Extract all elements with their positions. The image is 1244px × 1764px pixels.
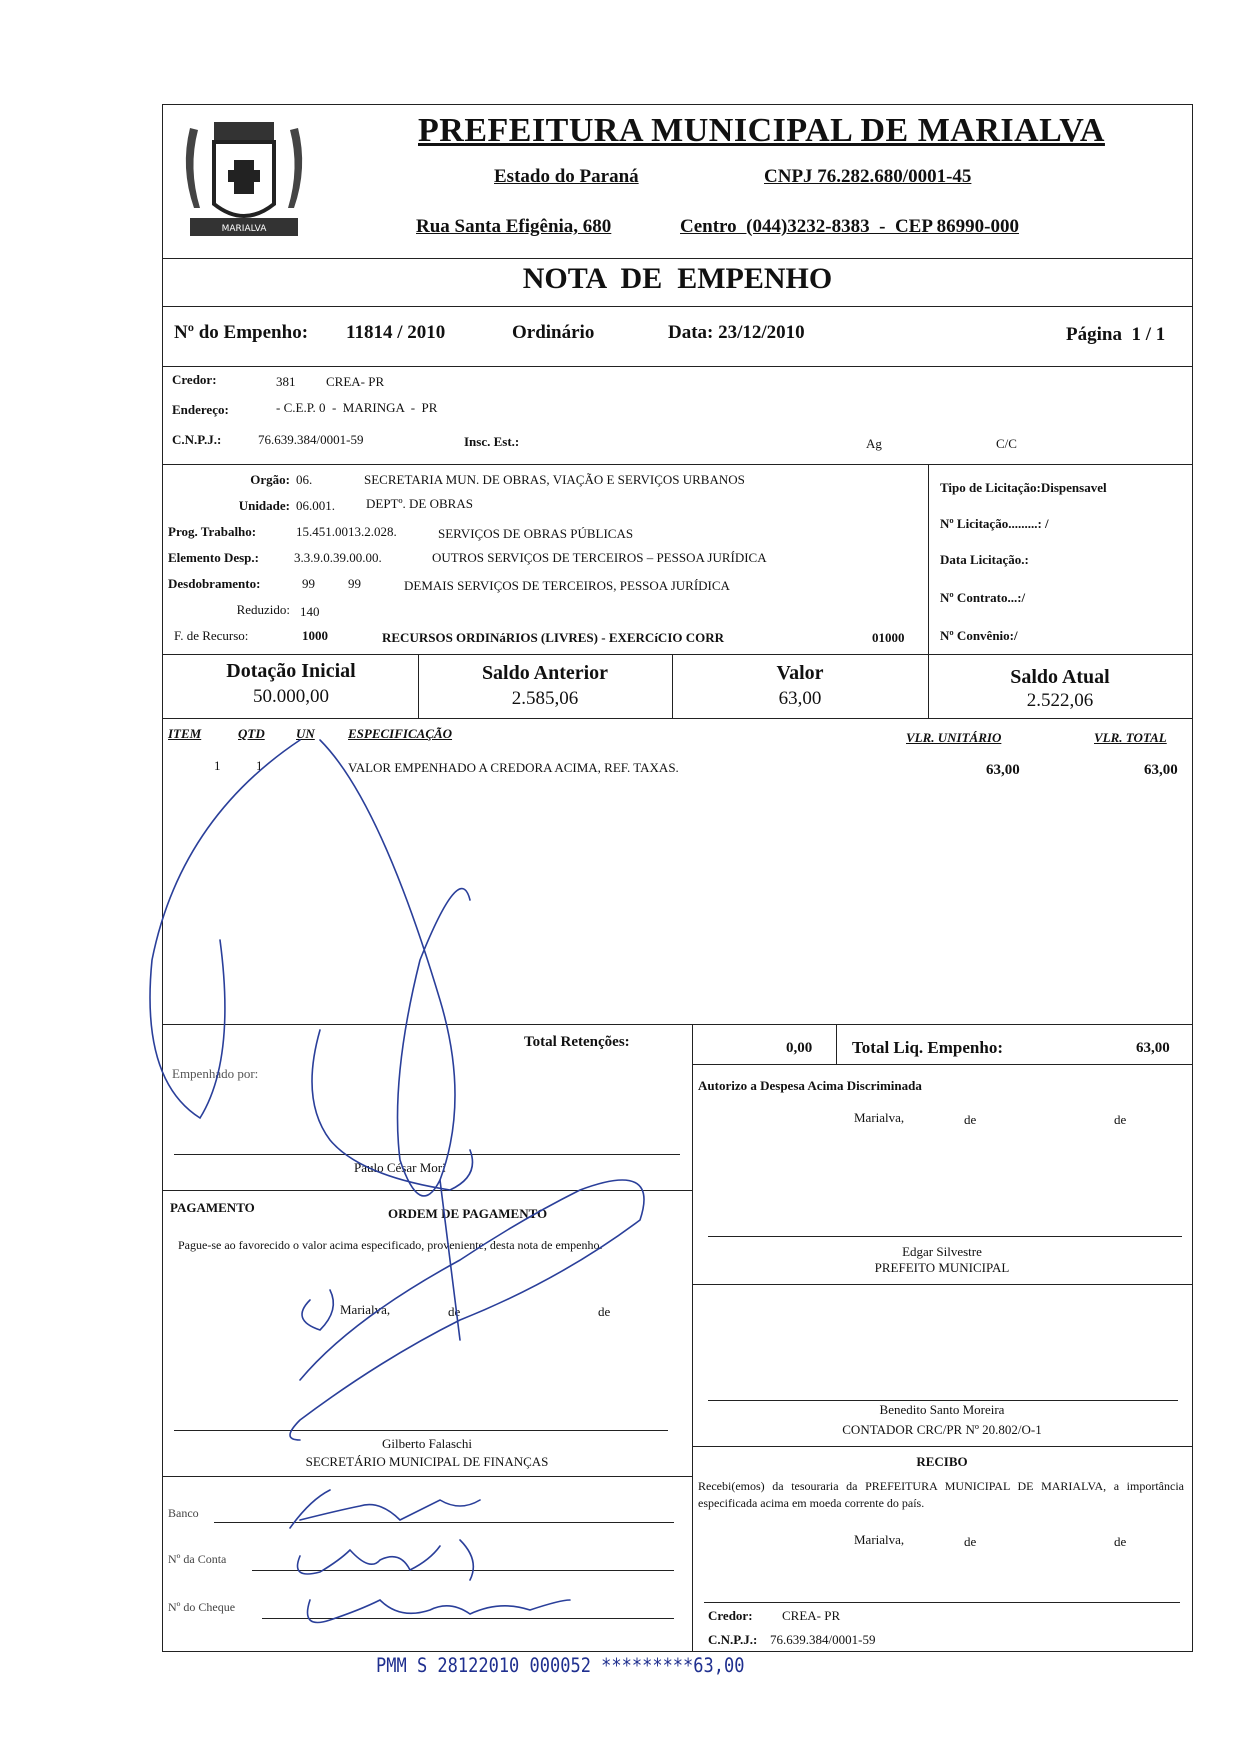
endereco-label: Endereço: [172,402,229,417]
banco-label: Banco [168,1506,199,1520]
prefeito-name: Edgar Silvestre [902,1244,982,1259]
data-licitacao: Data Licitação.: [940,552,1029,567]
elemento-label: Elemento Desp.: [168,550,259,565]
desdobramento-code-2: 99 [348,576,361,591]
empenhado-label: Empenhado por: [172,1066,259,1081]
autorizo-de-2: de [1114,1112,1127,1127]
liq-empenho-value: 63,00 [1136,1040,1170,1056]
pagamento-text: Pague-se ao favorecido o valor acima especificado, proveniente, desta nota de empenho. [178,1238,603,1252]
empenho-number: 11814 / 2010 [346,322,446,343]
col-espec-header: ESPECIFICAÇÃO [348,726,453,741]
unidade-name: DEPTº. DE OBRAS [366,496,473,511]
elemento-name: OUTROS SERVIÇOS DE TERCEIROS – PESSOA JURÍDICA [432,550,767,565]
credor-code: 381 [276,374,296,389]
col-un-header: UN [296,726,315,741]
desdobramento-name: DEMAIS SERVIÇOS DE TERCEIROS, PESSOA JURÍDICA [404,578,730,593]
row-qtd: 1 [256,758,263,773]
state-name: Estado do Paraná [494,166,639,187]
col-item-header: ITEM [168,726,202,741]
autorizo-city: Marialva, [854,1110,905,1125]
payment-stamp: PMM S 28122010 000052 *********63,00 [376,1654,745,1678]
recibo-de-1: de [964,1534,977,1549]
orgao-label: Orgão: [250,472,290,487]
prog-trabalho-label: Prog. Trabalho: [168,524,257,539]
orgao-code: 06. [296,472,313,487]
autorizo-de-1: de [964,1112,977,1127]
saldo-atual-label: Saldo Atual [1010,666,1110,688]
prefeito-role: PREFEITO MUNICIPAL [874,1260,1010,1275]
cheque-label: Nº do Cheque [168,1600,236,1614]
recurso-code-2: 01000 [872,630,905,645]
row-unit-value: 63,00 [986,762,1020,778]
row-item: 1 [214,758,221,773]
reduzido-value: 140 [300,604,320,619]
institution-cnpj: CNPJ 76.282.680/0001-45 [764,166,972,187]
empenho-date: Data: 23/12/2010 [668,322,805,343]
pagamento-de-1: de [448,1304,461,1319]
autorizo-title: Autorizo a Despesa Acima Discriminada [698,1078,922,1093]
recibo-de-2: de [1114,1534,1127,1549]
dotacao-label: Dotação Inicial [226,660,356,682]
cnpj-value: 76.639.384/0001-59 [258,432,364,447]
saldo-anterior-label: Saldo Anterior [481,662,609,684]
recibo-text: Recebi(emos) da tesouraria da PREFEITURA MUNICIPAL DE MARIALVA, a importância especificada acima em moeda corrente do país. [698,1479,1184,1510]
recibo-city: Marialva, [854,1532,905,1547]
credor-label: Credor: [172,372,217,387]
insc-est-label: Insc. Est.: [464,434,520,449]
recurso-code: 1000 [302,628,328,643]
conta-corrente-label: C/C [996,436,1017,451]
recibo-cnpj-value: 76.639.384/0001-59 [770,1632,876,1647]
street-address: Rua Santa Efigênia, 680 [416,216,612,237]
contact-line: Centro (044)3232-8383 - CEP 86990-000 [680,216,1019,237]
numero-convenio: Nº Convênio:/ [940,628,1018,643]
numero-contrato: Nº Contrato...:/ [940,590,1026,605]
orgao-name: SECRETARIA MUN. DE OBRAS, VIAÇÃO E SERVIÇOS URBANOS [364,472,745,487]
unidade-code: 06.001. [296,498,335,513]
col-qtd-header: QTD [238,726,265,741]
empenhado-signer: Paulo César Mori [354,1160,446,1175]
col-unit-header: VLR. UNITÁRIO [906,730,1002,745]
institution-title: PREFEITURA MUNICIPAL DE MARIALVA [418,112,1105,149]
recurso-name: RECURSOS ORDINáRIOS (LIVRES) - EXERCíCIO CORR [382,630,725,645]
numero-licitacao: Nº Licitação.........: / [940,516,1049,531]
contador-role: CONTADOR CRC/PR Nº 20.802/O-1 [842,1422,1042,1437]
retencoes-value: 0,00 [786,1040,813,1056]
contador-name: Benedito Santo Moreira [879,1402,1005,1417]
saldo-anterior-value: 2.585,06 [511,688,579,709]
pagamento-de-2: de [598,1304,611,1319]
svg-text:MARIALVA: MARIALVA [221,224,267,234]
ordem-pagamento-title: ORDEM DE PAGAMENTO [388,1206,548,1221]
desdobramento-label: Desdobramento: [168,576,261,591]
secretario-name: Gilberto Falaschi [382,1436,472,1451]
secretario-role: SECRETÁRIO MUNICIPAL DE FINANÇAS [305,1454,549,1469]
tipo-licitacao: Tipo de Licitação:Dispensavel [940,480,1107,495]
agencia-label: Ag [866,436,882,451]
elemento-code: 3.3.9.0.39.00.00. [294,550,382,565]
valor-value: 63,00 [778,688,822,709]
unidade-label: Unidade: [238,498,290,513]
saldo-atual-value: 2.522,06 [1026,690,1094,711]
recurso-label: F. de Recurso: [174,628,249,643]
row-espec: VALOR EMPENHADO A CREDORA ACIMA, REF. TAXAS. [348,760,679,775]
empenho-label: Nº do Empenho: [174,322,309,343]
document-title: NOTA DE EMPENHO [522,262,833,295]
conta-label: Nº da Conta [168,1552,227,1566]
valor-label: Valor [776,662,824,684]
prog-trabalho-name: SERVIÇOS DE OBRAS PÚBLICAS [438,526,634,541]
reduzido-label: Reduzido: [236,602,290,617]
col-total-header: VLR. TOTAL [1094,730,1167,745]
pagamento-city: Marialva, [340,1302,391,1317]
credor-name: CREA- PR [326,374,385,389]
recibo-credor-label: Credor: [708,1608,753,1623]
page-indicator: Página 1 / 1 [1066,324,1166,345]
recibo-credor-value: CREA- PR [782,1608,841,1623]
recibo-title: RECIBO [916,1454,968,1469]
prog-trabalho-code: 15.451.0013.2.028. [296,524,397,539]
row-total-value: 63,00 [1144,762,1178,778]
desdobramento-code-1: 99 [302,576,315,591]
retencoes-label: Total Retenções: [524,1034,630,1050]
recibo-cnpj-label: C.N.P.J.: [708,1632,758,1647]
liq-empenho-label: Total Liq. Empenho: [852,1038,1003,1057]
cnpj-label: C.N.P.J.: [172,432,222,447]
endereco-value: - C.E.P. 0 - MARINGA - PR [276,400,438,415]
pagamento-title: PAGAMENTO [170,1200,255,1215]
empenho-type: Ordinário [512,322,595,343]
dotacao-value: 50.000,00 [253,686,329,707]
